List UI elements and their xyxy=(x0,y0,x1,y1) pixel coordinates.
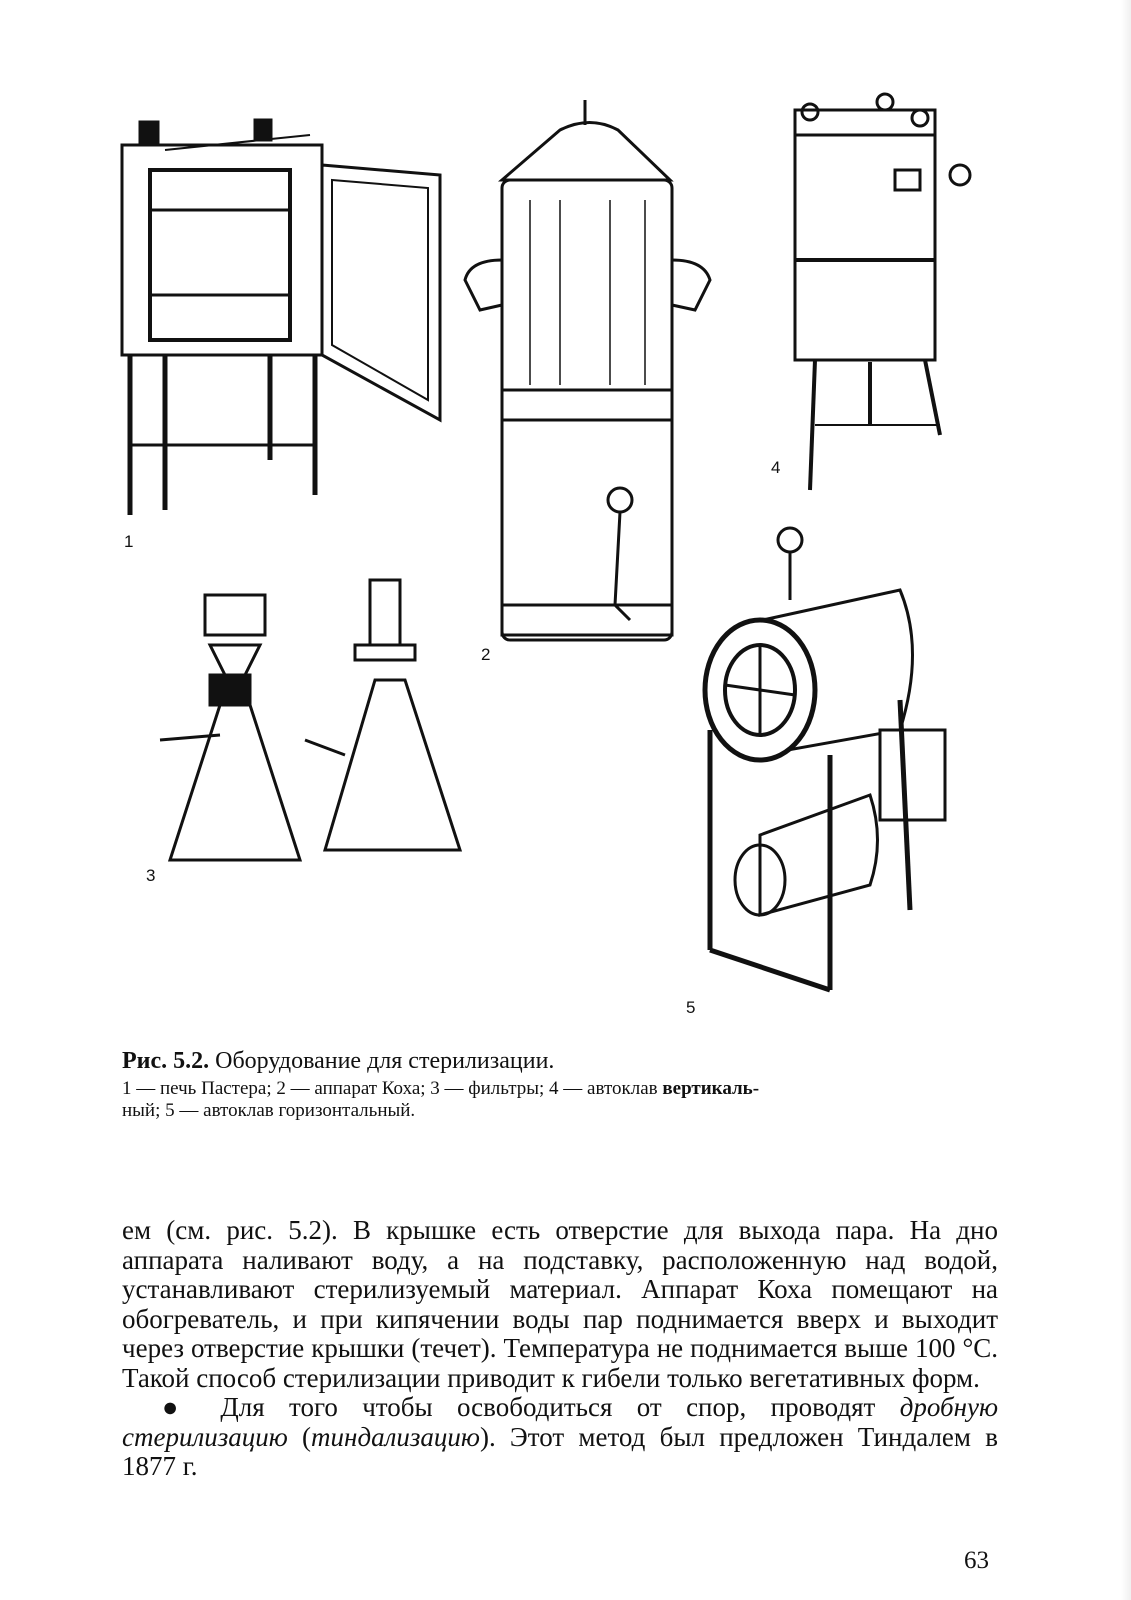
figure-label-2: 2 xyxy=(481,645,491,664)
paragraph-1: ем (см. рис. 5.2). В крышке есть отверстие для выхода пара. На дно аппарата наливают воду, а на подставку, расположенную над водой, устанавливают стерилизуемый материал. Аппарат Коха помещают на обогреватель, и при кипячении воды пар поднимается вверх и выходит через отверстие крышки (течет). Температура не поднимается выше 100 °С. Такой способ стерилизации приводит к гибели только вегетативных форм. xyxy=(122,1215,998,1393)
paragraph-2 xyxy=(122,1393,998,1482)
horizontal-autoclave-illustration xyxy=(705,528,945,990)
figure-label-1: 1 xyxy=(124,532,134,551)
koch-apparatus-illustration xyxy=(465,100,710,640)
caption-title-text: Оборудование для стерилизации. xyxy=(215,1048,555,1074)
figure-label-5: 5 xyxy=(686,998,696,1017)
caption-legend xyxy=(122,1078,998,1122)
page-number: 63 xyxy=(964,1547,989,1574)
caption-title xyxy=(122,1046,998,1076)
term-fractional-sterilization: дробную стерилизацию xyxy=(122,1392,998,1452)
paragraph-2-part-a: Для того чтобы освободиться от спор, проводят xyxy=(195,1392,900,1422)
figure-label-3: 3 xyxy=(146,866,156,885)
paragraph-2-part-c: ). Этот метод был предложен Тиндалем в 1877 г. xyxy=(122,1421,998,1481)
caption-legend-bold: вертикаль- xyxy=(662,1078,760,1099)
caption-legend-text: 1 — печь Пастера; 2 — аппарат Коха; 3 — фильтры; 4 — автоклав xyxy=(122,1078,663,1099)
bullet: ● xyxy=(162,1392,196,1422)
term-tyndallization: тиндализацию xyxy=(311,1421,480,1452)
caption-figure-number: Рис. 5.2. xyxy=(122,1048,210,1074)
page-edge-shadow xyxy=(1121,0,1131,1600)
caption-legend-end: ный; 5 — автоклав горизонтальный. xyxy=(122,1100,416,1121)
pasteur-oven-illustration xyxy=(122,120,440,515)
filters-illustration xyxy=(160,580,460,860)
vertical-autoclave-illustration xyxy=(795,94,970,490)
paragraph-2-part-b: ( xyxy=(287,1421,312,1452)
figure-label-4: 4 xyxy=(771,458,781,477)
figure-caption xyxy=(122,1046,998,1122)
figure-drawing xyxy=(110,90,1010,1030)
body-text xyxy=(122,1216,998,1482)
figure-sterilization-equipment xyxy=(110,90,1010,1030)
